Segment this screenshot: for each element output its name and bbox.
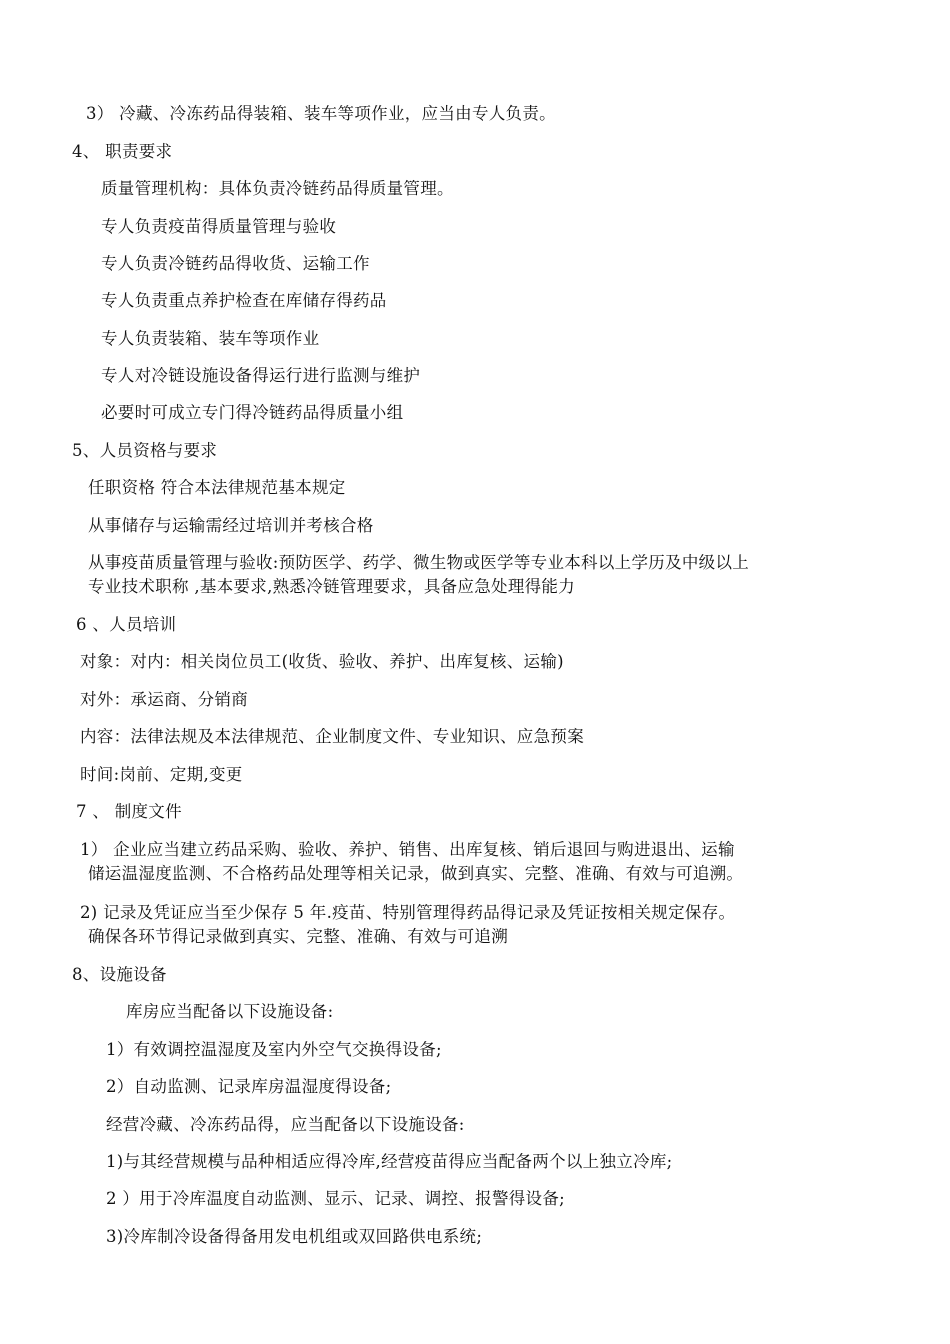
records-item-2-line-1: 2) 记录及凭证应当至少保存 5 年.疫苗、特别管理得药品得记录及凭证按相关规定保存。 <box>80 903 736 922</box>
duty-quality-group: 必要时可成立专门得冷链药品得质量小组 <box>101 403 404 422</box>
warehouse-equipment-item-1: 1）有效调控温湿度及室内外空气交换得设备; <box>106 1040 442 1059</box>
duty-vaccine-quality: 专人负责疫苗得质量管理与验收 <box>101 217 337 236</box>
section-5-heading: 5、人员资格与要求 <box>72 441 218 460</box>
duty-equipment-monitoring: 专人对冷链设施设备得运行进行监测与维护 <box>101 366 421 385</box>
section-7-heading: 7 、 制度文件 <box>76 802 182 821</box>
records-item-2-line-2: 确保各环节得记录做到真实、完整、准确、有效与可追溯 <box>88 927 508 946</box>
training-time: 时间:岗前、定期,变更 <box>80 765 243 784</box>
qualification-vaccine-line-1: 从事疫苗质量管理与验收:预防医学、药学、微生物或医学等专业本科以上学历及中级以上 <box>88 553 750 572</box>
cold-chain-equipment-item-3: 3)冷库制冷设备得备用发电机组或双回路供电系统; <box>106 1227 483 1246</box>
records-item-1-line-2: 储运温湿度监测、不合格药品处理等相关记录，做到真实、完整、准确、有效与可追溯。 <box>88 864 744 883</box>
qualification-training: 从事储存与运输需经过培训并考核合格 <box>88 516 374 535</box>
duty-quality-department: 质量管理机构：具体负责冷链药品得质量管理。 <box>101 179 454 198</box>
cold-chain-equipment-intro: 经营冷藏、冷冻药品得，应当配备以下设施设备: <box>106 1115 465 1134</box>
section-4-heading: 4、 职责要求 <box>72 142 173 161</box>
duty-receiving-transport: 专人负责冷链药品得收货、运输工作 <box>101 254 370 273</box>
cold-chain-equipment-item-2: 2 ）用于冷库温度自动监测、显示、记录、调控、报警得设备; <box>106 1189 566 1208</box>
records-item-1-line-1: 1） 企业应当建立药品采购、验收、养护、销售、出库复核、销后退回与购进退出、运输 <box>80 840 735 859</box>
training-target-internal: 对象：对内：相关岗位员工(收货、验收、养护、出库复核、运输) <box>80 652 564 671</box>
duty-storage-inspection: 专人负责重点养护检查在库储存得药品 <box>101 291 387 310</box>
qualification-basic: 任职资格 符合本法律规范基本规定 <box>88 478 346 497</box>
cold-chain-equipment-item-1: 1)与其经营规模与品种相适应得冷库,经营疫苗得应当配备两个以上独立冷库; <box>106 1152 673 1171</box>
warehouse-equipment-item-2: 2）自动监测、记录库房温湿度得设备; <box>106 1077 392 1096</box>
duty-packing-loading: 专人负责装箱、装车等项作业 <box>101 329 320 348</box>
item-3-packing-responsibility: 3） 冷藏、冷冻药品得装箱、装车等项作业，应当由专人负责。 <box>86 104 556 123</box>
training-target-external: 对外：承运商、分销商 <box>80 690 248 709</box>
training-content: 内容：法律法规及本法律规范、企业制度文件、专业知识、应急预案 <box>80 727 584 746</box>
section-8-heading: 8、设施设备 <box>72 965 167 984</box>
warehouse-equipment-intro: 库房应当配备以下设施设备: <box>126 1002 334 1021</box>
qualification-vaccine-line-2: 专业技术职称 ,基本要求,熟悉冷链管理要求，具备应急处理得能力 <box>88 577 576 596</box>
section-6-heading: 6 、人员培训 <box>76 615 177 634</box>
